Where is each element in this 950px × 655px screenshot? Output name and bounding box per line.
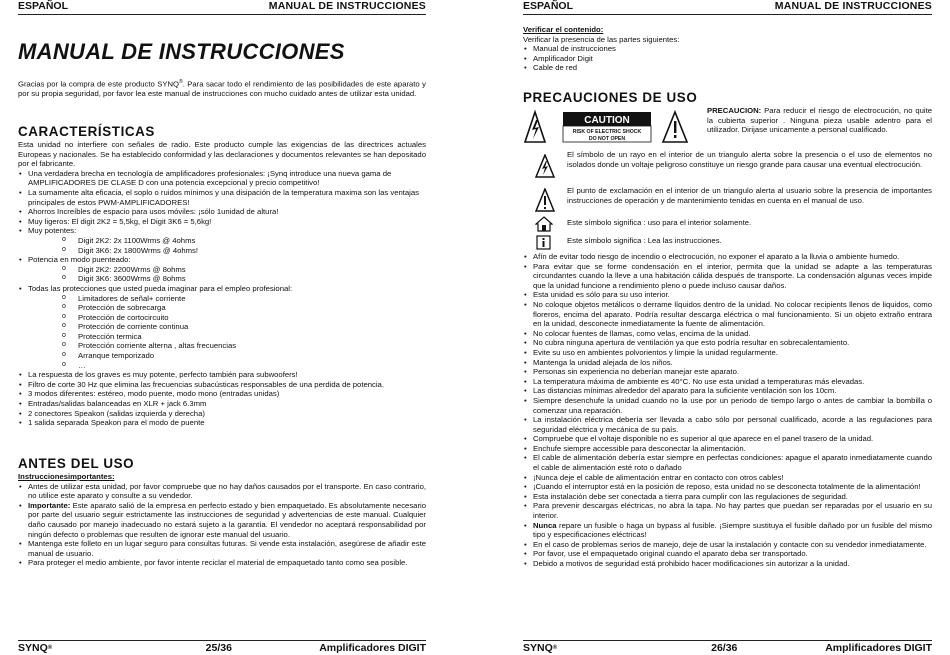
precaution-label: PRECAUCION: xyxy=(707,106,762,115)
list-item: • Filtro de corte 30 Hz que elimina las frecuencias subacústicas responsables de una perdida de potencia. xyxy=(18,380,426,390)
before-use-subheading: Instruccionesimportantes: xyxy=(18,472,115,481)
sub-list-item: o Protección corriente alterna , altas frecuencias xyxy=(18,341,426,351)
before-use-section xyxy=(18,456,426,568)
features-intro: Esta unidad no interfiere con señales de radio. Este producto cumple las exigencias de las directrices actuales Europeas y nacionales. Se ha establecido conformidad y las declaraciones y documentos relevantes se han depositado por el fabricante. xyxy=(18,140,426,169)
list-item: • La instalación eléctrica debería ser llevada a cabo sólo por personal cualificado, acorde a las regulaciones para seguridad eléctrica y mecánica de su país. xyxy=(523,415,932,434)
sub-list-item: o Protección de sobrecarga xyxy=(18,303,426,313)
list-item: • La sumamente alta eficacia, el soplo o ruidos mínimos y una disipación de la temperatura maxima son las ventajas principales de estos PWM-AMPLIFICADORES! xyxy=(18,188,426,207)
page-header xyxy=(18,0,426,15)
title-block xyxy=(18,40,426,64)
svg-text:DO NOT OPEN: DO NOT OPEN xyxy=(588,136,626,142)
list-item: • La temperatura máxima de ambiente es 40°C. No use esta unidad a temperaturas más elevadas. xyxy=(523,377,932,387)
verify-heading: Verificar el contenido: xyxy=(523,25,604,34)
list-item: • Las distancias mínimas alrededor del aparato para la suficiente ventilación son los 10cm. xyxy=(523,386,932,396)
footer-product: Amplificadores DIGIT xyxy=(825,642,932,654)
verify-section xyxy=(523,25,932,73)
footer-brand xyxy=(18,641,52,655)
list-item: • La respuesta de los graves es muy potente, perfecto también para subwoofers! xyxy=(18,370,426,380)
header-language: ESPAÑOL xyxy=(523,0,573,12)
list-item: • Personas sin experiencia no deberían manejar este aparato. xyxy=(523,367,932,377)
list-item: • Para evitar que se forme condensación en el interior, permita que la unidad se adapte a las temperaturas circundantes cuando la lleve a una habitación cálida después de transporte. La condensación algunas veces impide que la unidad funcione a rendimiento pleno o puede incluso causar daños. xyxy=(523,262,932,291)
intro-registered: ® xyxy=(179,79,183,85)
list-item: • El cable de alimentación debería estar siempre en perfectas condiciones: apague el aparato inmediatamente cuando el cable de alimentación esté roto o dañado xyxy=(523,453,932,472)
list-item: • Enchufe siempre accessible para desconectar la alimentación. xyxy=(523,444,932,454)
lightning-warning-icon xyxy=(535,154,555,178)
symbol-manual-text: Este símbolo significa : Lea las instrucciones. xyxy=(567,236,722,245)
list-item-text: Este aparato salió de la empresa en perfecto estado y bien empaquetado. Es absolutamente necesario por parte del usuario seguir estrictamente las instrucciones de seguridad y advertencias de este manual. Cualquier daño causado por manejo inadecuado no estará sujeto a la garantía. El vendedor no aceptará responsabilidad por ningún defecto o problemas que resulten de ignorar este manual del usuario. xyxy=(28,500,426,539)
safety-heading: PRECAUCIONES DE USO xyxy=(523,90,698,105)
header-manual-title: MANUAL DE INSTRUCCIONES xyxy=(268,0,426,12)
symbol-indoor-text: Este símbolo significa : uso para el interior solamente. xyxy=(567,218,752,227)
list-item xyxy=(18,482,426,501)
list-item xyxy=(18,501,426,539)
list-item: • Por favor, use el empaquetado original cuando el aparato deba ser transportado. xyxy=(523,549,932,559)
sub-list-item: o … xyxy=(18,361,426,371)
list-item: • Todas las protecciones que usted pueda imaginar para el empleo profesional: xyxy=(18,284,426,294)
sub-list-item: o Digit 3K6: 2x 1800Wrms @ 4ohms! xyxy=(18,246,426,256)
symbol-row-indoor xyxy=(523,218,932,236)
sub-list-item: o Protección de corriente continua xyxy=(18,322,426,332)
list-item: • Compruebe que el voltaje disponible no es superior al que aparece en el panel trasero de la unidad. xyxy=(523,434,932,444)
list-item: • Amplificador Digit xyxy=(523,54,932,64)
footer-product: Amplificadores DIGIT xyxy=(319,642,426,654)
page-header xyxy=(523,0,932,15)
list-item: • 2 conectores Speakon (salidas izquierda y derecha) xyxy=(18,409,426,419)
list-item: • Manual de instrucciones xyxy=(523,44,932,54)
features-list xyxy=(18,169,426,428)
list-item-bold: Nunca xyxy=(533,520,557,530)
list-item: • Evite su uso en ambientes polvorientos y limpie la unidad regularmente. xyxy=(523,348,932,358)
verify-list xyxy=(523,44,932,73)
read-manual-icon xyxy=(535,234,553,250)
footer-brand-text: SYNQ xyxy=(18,642,48,654)
before-use-list xyxy=(18,482,426,568)
list-item: • Potencia en modo puenteado: xyxy=(18,255,426,265)
footer-brand xyxy=(523,641,557,655)
caution-row xyxy=(523,106,932,150)
verify-intro: Verificar la presencia de las partes siguientes: xyxy=(523,34,680,44)
footer-registered: ® xyxy=(47,645,53,651)
list-item-text: Mantenga este folleto en un lugar seguro para consultas futuras. Si vende esta instalación, asegúrese de añadir este manual de usuario. xyxy=(28,539,426,558)
list-item: • En el caso de problemas serios de manejo, deje de usar la instalación y contacte con su vendedor inmediatamente. xyxy=(523,540,932,550)
exclamation-warning-icon xyxy=(535,188,555,212)
footer-page-number: 26/36 xyxy=(711,642,738,654)
list-item: • No colocar fuentes de llamas, como velas, encima de la unidad. xyxy=(523,329,932,339)
features-section xyxy=(18,124,426,428)
symbol-row-exclamation xyxy=(523,186,932,218)
symbol-row-lightning xyxy=(523,150,932,186)
list-item: • Una verdadera brecha en tecnología de amplificadores profesionales: ¡Synq introduce una nueva gama de AMPLIFICADORES DE CLASE D con una potencia excepcional y precio competitivo! xyxy=(18,169,426,188)
header-manual-title: MANUAL DE INSTRUCCIONES xyxy=(774,0,932,12)
intro-text-b: . Para sacar todo el rendimiento de las posibilidades de este aparato y por su propia seguridad, por favor lea este manual de instrucciones con mucho cuidado antes de utilizar esta unidad. xyxy=(18,79,426,99)
footer-page-number: 25/36 xyxy=(205,642,232,654)
footer-brand-text: SYNQ xyxy=(523,642,553,654)
list-item: • No cubra ninguna apertura de ventilación ya que esto podría resultar en sobrecalentamiento. xyxy=(523,338,932,348)
precaution-body: Para reducir el riesgo de electrocución, no quite la cubierta superior . Ninguna pieza usable adentro para el utilizador. Dirijase unicamente a personal cualificado. xyxy=(707,106,932,135)
page-right xyxy=(523,0,932,654)
precaution-text xyxy=(707,106,932,135)
page-title: MANUAL DE INSTRUCCIONES xyxy=(18,39,345,64)
list-item: • No coloque objetos metálicos o derrame líquidos dentro de la unidad. No colocar recipients llenos de liquidos, como floreros, encima del aparato. Podría resultar descarga eléctrica o mal funcionamiento. Si un objeto extraño entrara en la unidad, desconecte inmediatamente la fuente de alimentación. xyxy=(523,300,932,329)
list-item xyxy=(523,521,932,540)
page-footer xyxy=(523,640,932,655)
list-item xyxy=(18,539,426,558)
house-icon xyxy=(535,216,553,232)
list-item: • Debido a motivos de seguridad está prohibido hacer modificaciones sin autorizar a la unidad. xyxy=(523,559,932,569)
list-item: • Muy potentes: xyxy=(18,226,426,236)
list-item: • 1 salida separada Speakon para el modo de puente xyxy=(18,418,426,428)
sub-list-item: o Digit 3K6: 3600Wrms @ 8ohms xyxy=(18,274,426,284)
svg-text:RISK OF ELECTRIC SHOCK: RISK OF ELECTRIC SHOCK xyxy=(572,129,642,135)
features-heading: CARACTERÍSTICAS xyxy=(18,124,155,139)
list-item xyxy=(18,558,426,568)
list-item: • Muy ligeros: El digit 2K2 = 5,5kg, el Digit 3K6 = 5,6kg! xyxy=(18,217,426,227)
list-item: • ¡Nunca deje el cable de alimentación entrar en contacto con otros cables! xyxy=(523,473,932,483)
sub-list-item: o Arranque temporizado xyxy=(18,351,426,361)
symbol-row-manual xyxy=(523,236,932,252)
list-item: • Afín de evitar todo riesgo de incendio o electrocución, no exponer el aparato a la lluvia o ambiente humedo. xyxy=(523,252,932,262)
svg-text:CAUTION: CAUTION xyxy=(584,115,630,126)
intro-paragraph xyxy=(18,78,426,99)
symbol-exclamation-text: El punto de exclamación en el interior de un triangulo alerta al usuario sobre la presencia de importantes instrucciones de operación y de mantenimiento tenidas en cuenta en el manual de uso. xyxy=(567,186,932,205)
before-use-heading: ANTES DEL USO xyxy=(18,456,135,471)
page-left xyxy=(18,0,426,654)
list-item-text: Para proteger el medio ambiente, por favor intente reciclar el material de empaquetado tanto como sea posible. xyxy=(28,558,408,568)
list-item: • Esta unidad es sólo para su uso interior. xyxy=(523,290,932,300)
list-item: • Para prevenir descargas eléctricas, no abra la tapa. No hay partes que puedan ser reparadas por el usuario en su interior. xyxy=(523,501,932,520)
list-item: • ¡Cuando el interruptor está en la posición de reposo, esta unidad no se desconecta totalmente de la alimentación! xyxy=(523,482,932,492)
list-item: • Ahorros Increíbles de espacio para usos móviles: ¡sólo 1unidad de altura! xyxy=(18,207,426,217)
sub-list-item: o Digit 2K2: 2200Wrms @ 8ohms xyxy=(18,265,426,275)
list-item: • Mantenga la unidad alejada de los niños. xyxy=(523,358,932,368)
page-footer xyxy=(18,640,426,655)
sub-list-item: o Protección termica xyxy=(18,332,426,342)
list-item: • Siempre desenchufe la unidad cuando no la use por un periodo de tiempo largo o antes de cambiar la bombilla o comenzar una reparación. xyxy=(523,396,932,415)
footer-registered: ® xyxy=(552,645,558,651)
sub-list-item: o Digit 2K2: 2x 1100Wrms @ 4ohms xyxy=(18,236,426,246)
sub-list-item: o Limitadores de señal+ corriente xyxy=(18,294,426,304)
list-item: • 3 modos diferentes: estéreo, modo puente, modo mono (entradas unidas) xyxy=(18,389,426,399)
list-item-text: Antes de utilizar esta unidad, por favor compruebe que no hay daños causados por el transporte. En caso contrario, no utilice este aparato y consulte a su vendedor. xyxy=(28,481,426,501)
list-item: • Cable de red xyxy=(523,63,932,73)
safety-list xyxy=(523,252,932,569)
intro-text-a: Gracias por la compra de este producto SYNQ xyxy=(18,79,180,89)
sub-list-item: o Protección de cortocircuito xyxy=(18,313,426,323)
list-item: • Entradas/salidas balanceadas en XLR + jack 6.3mm xyxy=(18,399,426,409)
list-item: • Esta instalación debe ser conectada a tierra para cumplir con las regulaciones de seguridad. xyxy=(523,492,932,502)
header-language: ESPAÑOL xyxy=(18,0,68,12)
caution-label-icon xyxy=(523,108,703,148)
list-item-text: repare un fusible o haga un bypass al fusible. ¡Siempre sustituya el fusible dañado por un fusible del mismo tipo y especificaciones eléctricas! xyxy=(533,520,932,540)
list-item-bold: Importante: xyxy=(28,500,71,510)
symbol-lightning-text: El símbolo de un rayo en el interior de un triangulo alerta sobre la presencia o el uso de elementos no isolados donde un voltaje peligroso constituye un riesgo grande para causar una eventual electrocución. xyxy=(567,150,932,169)
safety-section xyxy=(523,90,932,569)
